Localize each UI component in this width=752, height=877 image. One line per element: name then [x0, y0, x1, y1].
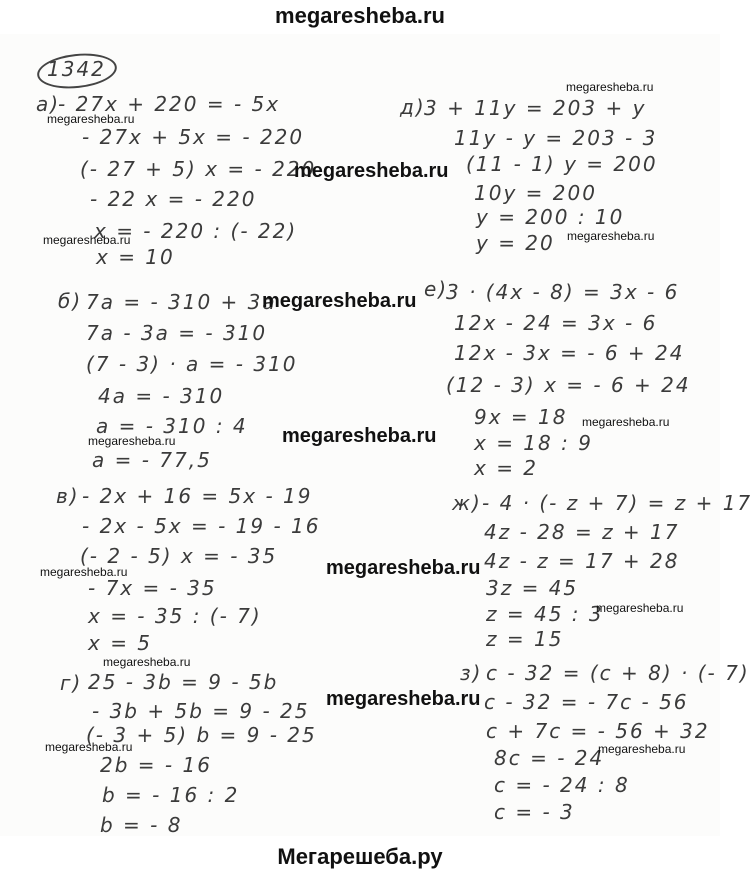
part-zh-line-2: 4z - 28 = z + 17: [484, 520, 680, 544]
watermark-small-7: megaresheba.ru: [40, 565, 128, 579]
part-g-line-6: b = - 8: [100, 813, 183, 837]
part-d-line-6: y = 20: [476, 231, 555, 255]
part-zh-line-3: 4z - z = 17 + 28: [484, 549, 680, 573]
watermark-small-2: megaresheba.ru: [47, 112, 135, 126]
part-e-line-3: 12x - 3x = - 6 + 24: [454, 341, 685, 365]
watermark-large-1: megaresheba.ru: [294, 160, 449, 182]
part-d-line-5: y = 200 : 10: [476, 205, 625, 229]
part-g-line-2: - 3b + 5b = 9 - 25: [92, 699, 310, 723]
part-z-line-1: c - 32 = (c + 8) · (- 7): [486, 661, 750, 685]
watermark-small-4: megaresheba.ru: [567, 229, 655, 243]
watermark-small-6: megaresheba.ru: [582, 415, 670, 429]
part-g-line-3: (- 3 + 5) b = 9 - 25: [86, 723, 317, 747]
watermark-small-3: megaresheba.ru: [43, 233, 131, 247]
watermark-small-1: megaresheba.ru: [566, 80, 654, 94]
part-e-line-4: (12 - 3) x = - 6 + 24: [446, 373, 691, 397]
watermark-small-9: megaresheba.ru: [103, 655, 191, 669]
watermark-large-5: megaresheba.ru: [326, 688, 481, 710]
part-v-line-1: - 2x + 16 = 5x - 19: [82, 484, 313, 508]
part-b-line-3: (7 - 3) · a = - 310: [86, 352, 298, 376]
watermark-small-8: megaresheba.ru: [596, 601, 684, 615]
site-footer[interactable]: Мегарешеба.ру: [277, 844, 443, 869]
watermark-large-3: megaresheba.ru: [282, 425, 437, 447]
site-header[interactable]: megaresheba.ru: [275, 3, 445, 28]
part-z-line-2: c - 32 = - 7c - 56: [484, 690, 689, 714]
part-d-line-1: 3 + 11y = 203 + y: [424, 96, 647, 120]
watermark-large-2: megaresheba.ru: [262, 290, 417, 312]
part-b-line-5: a = - 310 : 4: [96, 414, 248, 438]
part-e-line-5: 9x = 18: [474, 405, 568, 429]
part-v-line-6: x = 5: [88, 631, 153, 655]
part-d-label: д): [400, 95, 426, 119]
part-v-line-2: - 2x - 5x = - 19 - 16: [82, 514, 321, 538]
part-e-line-1: 3 · (4x - 8) = 3x - 6: [446, 280, 680, 304]
part-b-line-4: 4a = - 310: [98, 384, 225, 408]
part-b-label: б): [58, 289, 83, 313]
part-a-line-2: - 27x + 5x = - 220: [82, 125, 305, 149]
part-z-line-3: c + 7c = - 56 + 32: [486, 719, 710, 743]
part-e-line-7: x = 2: [474, 456, 539, 480]
problem-number: 1342: [47, 57, 106, 81]
part-a-line-4: - 22 x = - 220: [90, 187, 257, 211]
part-a-line-1: - 27x + 220 = - 5x: [58, 92, 281, 116]
part-zh-line-4: 3z = 45: [486, 576, 579, 600]
part-a-line-3: (- 27 + 5) x = - 220: [80, 157, 317, 181]
part-g-line-4: 2b = - 16: [100, 753, 212, 777]
part-zh-line-6: z = 15: [486, 627, 564, 651]
part-z-line-6: c = - 3: [494, 800, 575, 824]
part-b-line-6: a = - 77,5: [92, 448, 212, 472]
part-d-line-2: 11y - y = 203 - 3: [454, 126, 658, 150]
part-g-label: г): [60, 671, 83, 695]
part-zh-label: ж): [452, 491, 482, 515]
part-e-line-6: x = 18 : 9: [474, 431, 593, 455]
part-e-label: е): [424, 277, 449, 301]
part-e-line-2: 12x - 24 = 3x - 6: [454, 311, 658, 335]
watermark-small-5: megaresheba.ru: [88, 434, 176, 448]
part-d-line-3: (11 - 1) y = 200: [466, 152, 658, 176]
part-b-line-2: 7a - 3a = - 310: [86, 321, 268, 345]
part-z-line-4: 8c = - 24: [494, 746, 605, 770]
part-z-line-5: c = - 24 : 8: [494, 773, 630, 797]
part-d-line-4: 10y = 200: [474, 181, 597, 205]
watermark-small-10: megaresheba.ru: [45, 740, 133, 754]
part-zh-line-5: z = 45 : 3: [486, 602, 604, 626]
part-z-label: з): [460, 661, 483, 685]
part-a-line-5: x = - 220 : (- 22): [94, 219, 298, 243]
part-a-label: а): [36, 92, 61, 116]
part-v-line-5: x = - 35 : (- 7): [88, 604, 262, 628]
part-v-line-3: (- 2 - 5) x = - 35: [80, 544, 278, 568]
part-v-label: в): [56, 484, 80, 508]
part-a-line-6: x = 10: [96, 245, 175, 269]
part-v-line-4: - 7x = - 35: [88, 576, 217, 600]
part-b-line-1: 7a = - 310 + 3a: [86, 290, 277, 314]
part-g-line-1: 25 - 3b = 9 - 5b: [88, 670, 279, 694]
part-g-line-5: b = - 16 : 2: [102, 783, 240, 807]
watermark-large-4: megaresheba.ru: [326, 557, 481, 579]
part-zh-line-1: - 4 · (- z + 7) = z + 17: [482, 491, 752, 515]
watermark-small-11: megaresheba.ru: [598, 742, 686, 756]
